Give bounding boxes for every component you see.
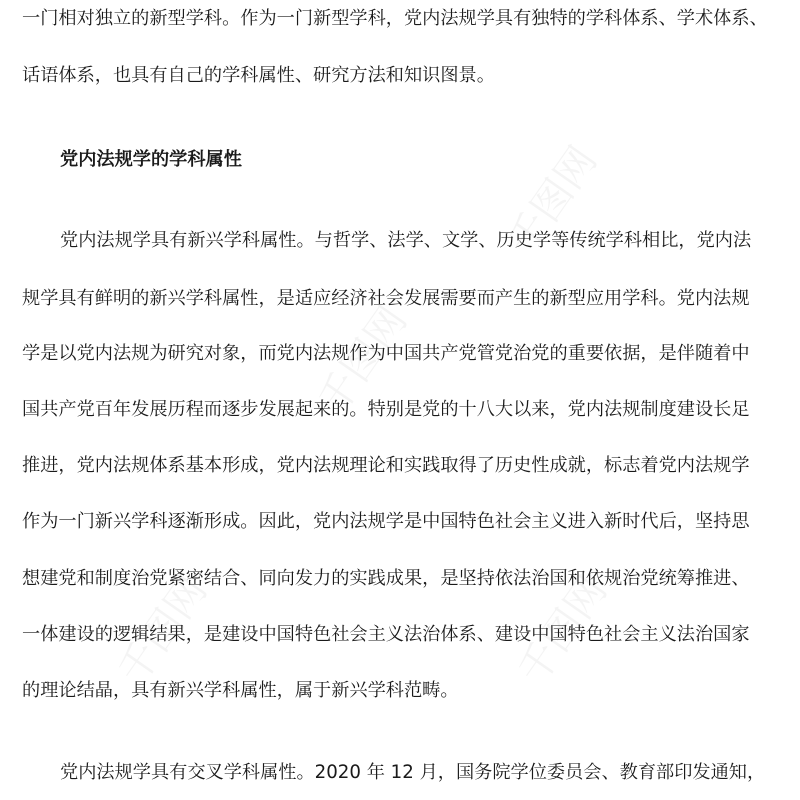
paragraph-line-12: 的理论结晶，具有新兴学科属性，属于新兴学科范畴。: [22, 680, 459, 701]
paragraph-line-11: 一体建设的逻辑结果，是建设中国特色社会主义法治体系、建设中国特色社会主义法治国家: [22, 624, 750, 645]
paragraph-line-9: 作为一门新兴学科逐渐形成。因此，党内法规学是中国特色社会主义进入新时代后，坚持思: [22, 511, 750, 532]
paragraph-line-2: 话语体系，也具有自己的学科属性、研究方法和知识图景。: [22, 65, 495, 86]
paragraph-line-4: 党内法规学具有新兴学科属性。与哲学、法学、文学、历史学等传统学科相比，党内法: [60, 230, 752, 251]
paragraph-line-1: 一门相对独立的新型学科。作为一门新型学科，党内法规学具有独特的学科体系、学术体系、: [22, 8, 768, 29]
paragraph-line-6: 学是以党内法规为研究对象，而党内法规作为中国共产党管党治党的重要依据，是伴随着中: [22, 343, 750, 364]
paragraph-line-13: 党内法规学具有交叉学科属性。2020 年 12 月，国务院学位委员会、教育部印发通知，: [60, 762, 766, 783]
paragraph-line-7: 国共产党百年发展历程而逐步发展起来的。特别是党的十八大以来，党内法规制度建设长足: [22, 399, 750, 420]
paragraph-line-8: 推进，党内法规体系基本形成，党内法规理论和实践取得了历史性成就，标志着党内法规学: [22, 455, 750, 476]
paragraph-line-10: 想建党和制度治党紧密结合、同向发力的实践成果，是坚持依法治国和依规治党统筹推进、: [22, 568, 750, 589]
paragraph-line-5: 规学具有鲜明的新兴学科属性，是适应经济社会发展需要而产生的新型应用学科。党内法规: [22, 288, 750, 309]
section-heading: 党内法规学的学科属性: [60, 149, 242, 170]
